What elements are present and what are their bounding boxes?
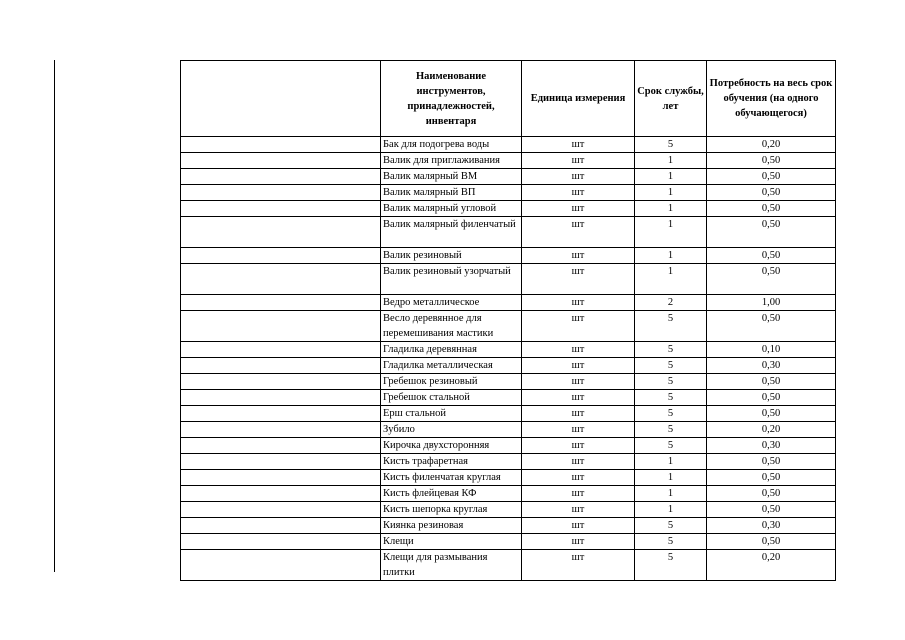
item-name: Валик резиновый узорчатый <box>381 264 522 295</box>
item-name: Зубило <box>381 422 522 438</box>
item-need: 0,30 <box>707 358 836 374</box>
item-life: 1 <box>635 217 707 248</box>
header-need: Потребность на весь срок обучения (на одного обучающегося) <box>707 61 836 137</box>
item-need: 0,50 <box>707 374 836 390</box>
header-life: Срок службы, лет <box>635 61 707 137</box>
item-life: 5 <box>635 342 707 358</box>
item-life: 5 <box>635 534 707 550</box>
item-unit: шт <box>522 502 635 518</box>
item-need: 0,50 <box>707 217 836 248</box>
item-unit: шт <box>522 486 635 502</box>
item-name: Гребешок стальной <box>381 390 522 406</box>
item-life: 5 <box>635 518 707 534</box>
table-row <box>181 137 836 153</box>
item-need: 0,50 <box>707 185 836 201</box>
item-unit: шт <box>522 390 635 406</box>
item-need: 0,50 <box>707 486 836 502</box>
item-name: Ерш стальной <box>381 406 522 422</box>
item-name: Кисть шепорка круглая <box>381 502 522 518</box>
item-name: Весло деревянное для перемешивания мастики <box>381 311 522 342</box>
item-name: Валик малярный ВП <box>381 185 522 201</box>
item-need: 0,50 <box>707 201 836 217</box>
item-unit: шт <box>522 406 635 422</box>
item-need: 0,50 <box>707 406 836 422</box>
item-name: Валик малярный филенчатый <box>381 217 522 248</box>
item-life: 5 <box>635 406 707 422</box>
table-row <box>181 295 836 311</box>
table-row <box>181 248 836 264</box>
item-name: Гребешок резиновый <box>381 374 522 390</box>
table-row <box>181 502 836 518</box>
blank-cell <box>181 264 381 295</box>
blank-cell <box>181 295 381 311</box>
item-life: 1 <box>635 486 707 502</box>
item-need: 0,50 <box>707 311 836 342</box>
table-row <box>181 486 836 502</box>
table-row <box>181 311 836 342</box>
tools-inventory-table <box>180 60 836 581</box>
blank-cell <box>181 153 381 169</box>
page-margin-line <box>54 60 55 572</box>
blank-cell <box>181 502 381 518</box>
item-life: 1 <box>635 248 707 264</box>
table-row <box>181 185 836 201</box>
item-life: 1 <box>635 169 707 185</box>
blank-cell <box>181 185 381 201</box>
table-row <box>181 422 836 438</box>
item-life: 5 <box>635 374 707 390</box>
header-blank <box>181 61 381 137</box>
header-name: Наименование инструментов, принадлежностей, инвентаря <box>381 61 522 137</box>
item-unit: шт <box>522 264 635 295</box>
blank-cell <box>181 454 381 470</box>
item-life: 2 <box>635 295 707 311</box>
item-name: Кисть филенчатая круглая <box>381 470 522 486</box>
item-unit: шт <box>522 454 635 470</box>
item-name: Валик малярный угловой <box>381 201 522 217</box>
item-need: 0,30 <box>707 438 836 454</box>
item-life: 1 <box>635 454 707 470</box>
item-name: Валик резиновый <box>381 248 522 264</box>
table-row <box>181 217 836 248</box>
item-name: Валик для приглаживания <box>381 153 522 169</box>
item-life: 5 <box>635 422 707 438</box>
table-row <box>181 358 836 374</box>
item-name: Клещи для размывания плитки <box>381 550 522 581</box>
table-row <box>181 470 836 486</box>
item-life: 5 <box>635 550 707 581</box>
table-row <box>181 201 836 217</box>
item-unit: шт <box>522 169 635 185</box>
item-unit: шт <box>522 550 635 581</box>
table-row <box>181 374 836 390</box>
item-unit: шт <box>522 153 635 169</box>
blank-cell <box>181 390 381 406</box>
item-name: Клещи <box>381 534 522 550</box>
item-name: Бак для подогрева воды <box>381 137 522 153</box>
item-name: Гладилка металлическая <box>381 358 522 374</box>
item-unit: шт <box>522 185 635 201</box>
item-need: 0,30 <box>707 518 836 534</box>
item-life: 5 <box>635 311 707 342</box>
item-unit: шт <box>522 358 635 374</box>
item-need: 0,10 <box>707 342 836 358</box>
item-unit: шт <box>522 374 635 390</box>
item-life: 5 <box>635 137 707 153</box>
item-unit: шт <box>522 217 635 248</box>
table-row <box>181 406 836 422</box>
header-unit: Единица измерения <box>522 61 635 137</box>
blank-cell <box>181 217 381 248</box>
item-life: 1 <box>635 470 707 486</box>
item-life: 1 <box>635 185 707 201</box>
blank-cell <box>181 422 381 438</box>
item-need: 0,50 <box>707 470 836 486</box>
item-unit: шт <box>522 518 635 534</box>
blank-cell <box>181 438 381 454</box>
item-unit: шт <box>522 342 635 358</box>
item-need: 0,20 <box>707 550 836 581</box>
blank-cell <box>181 311 381 342</box>
table-row <box>181 169 836 185</box>
item-unit: шт <box>522 422 635 438</box>
item-need: 0,50 <box>707 390 836 406</box>
blank-cell <box>181 518 381 534</box>
blank-cell <box>181 486 381 502</box>
table-row <box>181 438 836 454</box>
blank-cell <box>181 406 381 422</box>
table-row <box>181 342 836 358</box>
item-life: 1 <box>635 201 707 217</box>
blank-cell <box>181 374 381 390</box>
table-row <box>181 518 836 534</box>
item-need: 0,50 <box>707 169 836 185</box>
item-life: 1 <box>635 502 707 518</box>
blank-cell <box>181 342 381 358</box>
item-need: 1,00 <box>707 295 836 311</box>
table-row <box>181 550 836 581</box>
item-unit: шт <box>522 438 635 454</box>
item-name: Гладилка деревянная <box>381 342 522 358</box>
table-header-row <box>181 61 836 137</box>
blank-cell <box>181 201 381 217</box>
item-need: 0,20 <box>707 137 836 153</box>
item-life: 1 <box>635 264 707 295</box>
blank-cell <box>181 534 381 550</box>
item-unit: шт <box>522 534 635 550</box>
blank-cell <box>181 550 381 581</box>
item-unit: шт <box>522 248 635 264</box>
item-name: Валик малярный ВМ <box>381 169 522 185</box>
item-unit: шт <box>522 470 635 486</box>
item-life: 5 <box>635 438 707 454</box>
blank-cell <box>181 169 381 185</box>
item-life: 5 <box>635 390 707 406</box>
table-row <box>181 390 836 406</box>
item-need: 0,50 <box>707 454 836 470</box>
item-name: Кисть трафаретная <box>381 454 522 470</box>
blank-cell <box>181 248 381 264</box>
item-name: Киянка резиновая <box>381 518 522 534</box>
item-need: 0,50 <box>707 264 836 295</box>
item-life: 5 <box>635 358 707 374</box>
item-name: Ведро металлическое <box>381 295 522 311</box>
item-unit: шт <box>522 201 635 217</box>
item-need: 0,50 <box>707 248 836 264</box>
item-need: 0,50 <box>707 534 836 550</box>
table-row <box>181 264 836 295</box>
item-need: 0,50 <box>707 153 836 169</box>
item-need: 0,20 <box>707 422 836 438</box>
table-row <box>181 153 836 169</box>
item-need: 0,50 <box>707 502 836 518</box>
table-row <box>181 454 836 470</box>
item-unit: шт <box>522 137 635 153</box>
item-unit: шт <box>522 311 635 342</box>
item-life: 1 <box>635 153 707 169</box>
item-name: Кирочка двухсторонняя <box>381 438 522 454</box>
item-unit: шт <box>522 295 635 311</box>
blank-cell <box>181 358 381 374</box>
item-name: Кисть флейцевая КФ <box>381 486 522 502</box>
blank-cell <box>181 470 381 486</box>
blank-cell <box>181 137 381 153</box>
table-row <box>181 534 836 550</box>
